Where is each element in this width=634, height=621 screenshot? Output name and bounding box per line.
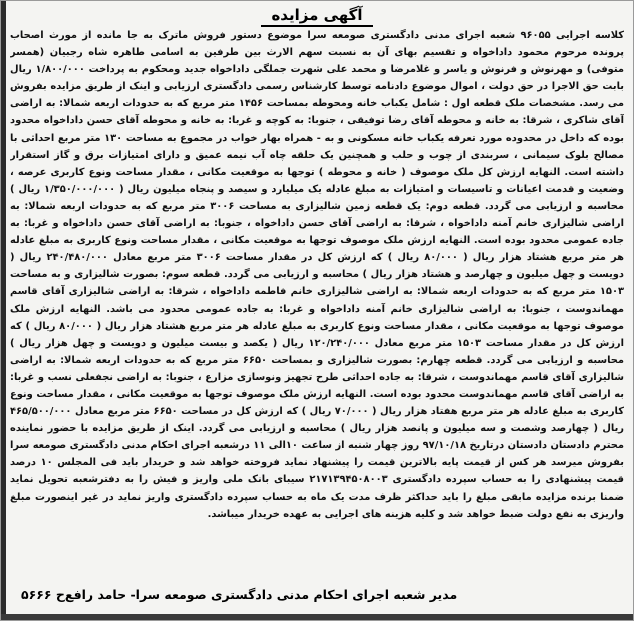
notice-signature: مدیر شعبه اجرای احکام مدنی دادگستری صومعه سرا- حامد رافع (64, 586, 458, 602)
notice-title-text: آگهی مزایده (261, 5, 372, 27)
notice-title (1, 3, 633, 27)
notice-code: ح ۵۶۶۶ (21, 586, 65, 602)
notice-body: کلاسه اجرایی ۹۶۰۵۵ شعبه اجرای مدنی دادگستری صومعه سرا موضوع دستور فروش ماترک به جا مانده از مورث اصحاب پرونده مرحوم محمود داداخواه و تقسیم بهای آن به نسبت سهم الارث بین طرفین به اسامی طاهره شاه رجبیان (همسر متوفی) و مهرنوش و فرنوش و یاسر و غلامرضا و محمد علی شهرت جملگی داداخواه جدید ومحکوم به پرداخت ۱/۸۰۰/۰۰۰ ریال بابت حق الاجرا در حق دولت ، اموال موضوع دادنامه توسط کارشناس رسمی دادگستری ارزیابی و اینک از طریق مزایده بفروش می رسد. مشخصات ملک قطعه اول : شامل یکباب خانه ومحوطه بمساحت ۱۴۵۶ متر مربع که به حدودات اربعه شمالا: به اراضی آقای شاکری ، شرقا: به خانه و محوطه آقای رضا توفیقی ، جنوبا: به کوچه و غربا: به خانه و محوطه آقای حسن داداخواه محدود بوده که داخل در محدوده مورد تعرفه یکباب خانه مسکونی و به - همراه بهار خواب در مجموع به مساحت ۱۳۰ متر مربع احداثی با مصالح بلوک سیمانی ، سربندی از چوب و حلب و همچنین یک حلقه چاه آب نیمه عمیق و دارای امتیازات برق و گاز استقرار داشته است. النهایه ارزش کل ملک موصوف ( خانه و محوطه ) توجها به موقعیت مکانی ، مقدار مساحت ونوع کاربری عرصه ، وضعیت و قدمت اعیانات و تاسیسات و امتیازات به مبلغ عادله یک میلیارد و سیصد و پنجاه میلیون ریال ( ۱/۳۵۰/۰۰۰/۰۰۰ ریال ) محاسبه و ارزیابی می گردد. قطعه دوم: یک قطعه زمین شالیزاری به مساحت ۳۰۰۶ متر مربع که به حدودات اربعه شمالا: به اراضی شالیزاری خانم آمنه داداخواه ، شرقا: به اراضی آقای حسن داداخواه ، جنوبا: به اراضی آقای حسن داداخواه و غربا: به جاده عمومی محدود بوده است. النهایه ارزش ملک موصوف توجها به موقعیت مکانی ، مقدار مساحت ونوع کاربری به مبلغ عادله هر متر مربع هشتاد هزار ریال ( ۸۰/۰۰۰ ریال ) که ارزش کل در مقدار مساحت ۳۰۰۶ متر مربع معادل ۲۴۰/۴۸۰/۰۰۰ ریال ( دویست و چهل میلیون و چهارصد و هشتاد هزار ریال ) محاسبه و ارزیابی می گردد. قطعه سوم: بصورت شالیزاری و به مساحت ۱۵۰۳ متر مربع که به حدودات اربعه شمالا: به اراضی شالیزاری خانم فاطمه داداخواه ، شرقا: به اراضی شالیزاری آقای قاسم مهماندوست ، جنوبا: به اراضی شالیزاری خانم آمنه داداخواه و غربا: به جاده عمومی محدود می باشد. النهایه ارزش ملک موصوف توجها به موقعیت مکانی ، مقدار مساحت ونوع کاربری به مبلغ عادله هر متر مربع هشتاد هزار ریال ( ۸۰/۰۰۰ ریال ) که ارزش کل در مقدار مساحت ۱۵۰۳ متر مربع معادل ۱۲۰/۲۴۰/۰۰۰ ریال ( یکصد و بیست میلیون و دویست و چهل هزار ریال ) محاسبه و ارزیابی می گردد. قطعه چهارم: بصورت شالیزاری و بمساحت ۶۶۵۰ متر مربع که به حدودات اربعه شمالا: به اراضی شالیزاری آقای قاسم مهماندوست ، شرقا: به جاده احداثی طرح تجهیز ونوسازی مزارع ، جنوبا: به اراضی نجفعلی نسب و غربا: به اراضی آقای قاسم مهماندوست محدود بوده است. النهایه ارزش ملک موصوف توجها به موقعیت مکانی ، مقدار مساحت ونوع کاربری به مبلغ عادله هر متر مربع هفتاد هزار ریال ( ۷۰/۰۰۰ ریال ) که ارزش کل در مساحت ۶۶۵۰ متر مربع معادل ۴۶۵/۵۰۰/۰۰۰ ریال ( چهارصد وشصت و سه میلیون و پانصد هزار ریال ) محاسبه و ارزیابی می گردد. اینک از طریق مزایده با حضور نماینده محترم دادستان دادستان درتاریخ ۹۷/۱۰/۱۸ روز چهار شنبه از ساعت ۱۰الی ۱۱ درشعبه اجرای احکام مدنی دادگستری صومعه سرا بفروش میرسد هر کس از قیمت پایه بالاترین قیمت را پیشنهاد نماید فروخته خواهد شد و خریدار باید فی المجلس ۱۰ درصد قیمت پیشنهادی را به حساب سپرده دادگستری ۲۱۷۱۳۹۴۵۰۸۰۰۳ سیبای بانک ملی واریز و فیش را به دفترشعبه تحویل نماید ضمنا برنده مزایده مابقی مبلغ را باید حداکثر ظرف مدت یک ماه به حساب سپرده دادگستری واریز نماید در غیر اینصورت مبلغ واریزی به نفع دولت ضبط خواهد شد و کلیه هزینه های اجرایی به عهده خریدار میباشد. (10, 30, 624, 520)
scan-bottom-edge (1, 614, 634, 620)
scan-edge (1, 1, 6, 621)
notice-footer (9, 575, 625, 613)
